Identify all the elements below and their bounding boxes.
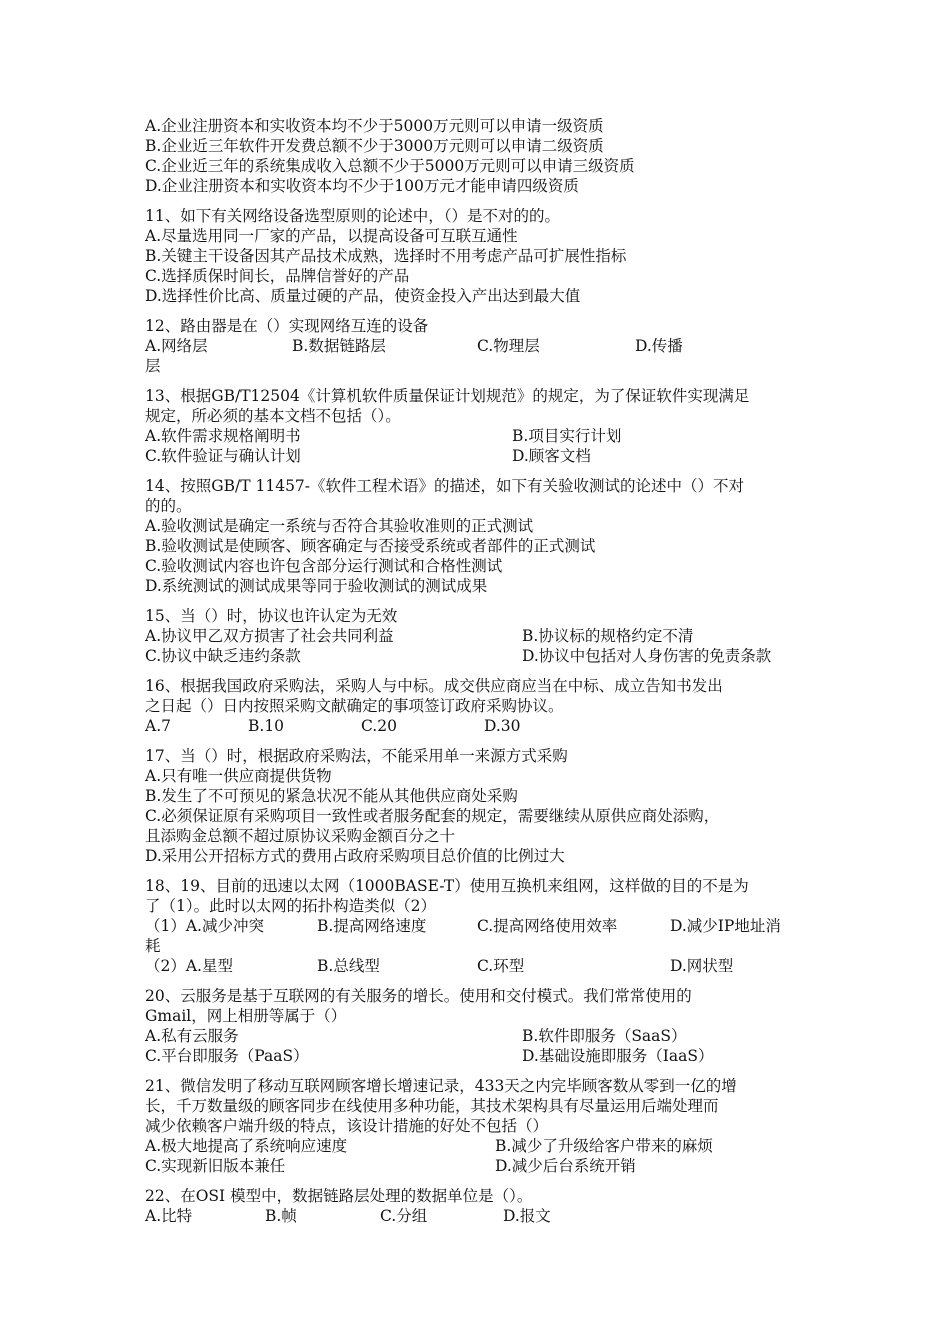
question-11 bbox=[145, 206, 815, 306]
option-c: C.协议中缺乏违约条款 bbox=[145, 647, 301, 665]
question-stem: 12、路由器是在（）实现网络互连的设备 bbox=[145, 317, 429, 335]
option-b: B.10 bbox=[248, 717, 285, 735]
option-d: D.30 bbox=[484, 717, 521, 735]
option-a: A.极大地提高了系统响应速度 bbox=[145, 1137, 348, 1155]
option-a: A.比特 bbox=[145, 1207, 193, 1225]
option-a: A.协议甲乙双方损害了社会共同利益 bbox=[145, 627, 394, 645]
question-stem: 18、19、目前的迅速以太网（1000BASE-T）使用互换机来组网，这样做的目的不是为 bbox=[145, 877, 749, 895]
options-row bbox=[145, 1046, 815, 1066]
question-stem: 11、如下有关网络设备选型原则的论述中，（）是不对的的。 bbox=[145, 207, 560, 225]
exam-page bbox=[145, 116, 815, 1236]
question-stem-cont: 减少依赖客户端升级的特点，该设计措施的好处不包括（） bbox=[145, 1117, 549, 1135]
option-2d: D.网状型 bbox=[670, 957, 734, 975]
options-row bbox=[145, 1026, 815, 1046]
option-b: B.发生了不可预见的紧急状况不能从其他供应商处采购 bbox=[145, 787, 518, 805]
question-stem-cont: 之日起（）日内按照采购文献确定的事项签订政府采购协议。 bbox=[145, 697, 564, 715]
option-d: D.报文 bbox=[503, 1207, 551, 1225]
option-2a: （2）A.星型 bbox=[145, 957, 233, 975]
question-stem: 16、根据我国政府采购法，采购人与中标。成交供应商应当在中标、成立告知书发出 bbox=[145, 677, 723, 695]
option-d: D.传播 bbox=[635, 337, 683, 355]
question-10-options bbox=[145, 116, 815, 196]
question-20 bbox=[145, 986, 815, 1066]
option-d: D.协议中包括对人身伤害的免责条款 bbox=[522, 647, 772, 665]
options-row bbox=[145, 716, 815, 736]
question-12 bbox=[145, 316, 815, 376]
question-stem-cont: 了（1）。此时以太网的拓扑构造类似（2） bbox=[145, 897, 436, 915]
option-b: B.企业近三年软件开发费总额不少于3000万元则可以申请二级资质 bbox=[145, 137, 604, 155]
option-c: C.选择质保时间长，品牌信誉好的产品 bbox=[145, 267, 410, 285]
option-a: A.软件需求规格阐明书 bbox=[145, 427, 301, 445]
option-a: A.7 bbox=[145, 717, 171, 735]
question-17 bbox=[145, 746, 815, 866]
option-1a: （1）A.减少冲突 bbox=[145, 917, 264, 935]
options-row-2 bbox=[145, 956, 815, 976]
option-a: A.网络层 bbox=[145, 337, 208, 355]
option-c: C.分组 bbox=[380, 1207, 428, 1225]
question-15 bbox=[145, 606, 815, 666]
question-18-19 bbox=[145, 876, 815, 976]
option-b: B.减少了升级给客户带来的麻烦 bbox=[495, 1137, 713, 1155]
option-1d: D.减少IP地址消 bbox=[670, 917, 781, 935]
option-b: B.协议标的规格约定不清 bbox=[522, 627, 694, 645]
option-b: B.项目实行计划 bbox=[512, 427, 622, 445]
option-d: D.选择性价比高、质量过硬的产品，使资金投入产出达到最大值 bbox=[145, 287, 581, 305]
option-b: B.关键主干设备因其产品技术成熟，选择时不用考虑产品可扩展性指标 bbox=[145, 247, 627, 265]
question-stem: 21、微信发明了移动互联网顾客增长增速记录，433天之内完毕顾客数从零到一亿的增 bbox=[145, 1077, 737, 1095]
option-d: D.基础设施即服务（IaaS） bbox=[522, 1047, 714, 1065]
question-stem-cont: 长，千万数量级的顾客同步在线使用多种功能，其技术架构具有尽量运用后端处理而 bbox=[145, 1097, 719, 1115]
option-c: C.企业近三年的系统集成收入总额不少于5000万元则可以申请三级资质 bbox=[145, 157, 635, 175]
option-d: D.采用公开招标方式的费用占政府采购项目总价值的比例过大 bbox=[145, 847, 565, 865]
option-2c: C.环型 bbox=[477, 957, 525, 975]
question-stem-cont: 规定，所必须的基本文档不包括（）。 bbox=[145, 407, 401, 425]
question-13 bbox=[145, 386, 815, 466]
option-a: A.只有唯一供应商提供货物 bbox=[145, 767, 332, 785]
option-d-wrap: 层 bbox=[145, 357, 161, 375]
question-16 bbox=[145, 676, 815, 736]
question-22 bbox=[145, 1186, 815, 1226]
question-stem: 14、按照GB/T 11457-《软件工程术语》的描述，如下有关验收测试的论述中（）不对 bbox=[145, 477, 745, 495]
option-d: D.企业注册资本和实收资本均不少于100万元才能申请四级资质 bbox=[145, 177, 579, 195]
options-row bbox=[145, 626, 815, 646]
question-stem: 22、在OSI 模型中，数据链路层处理的数据单位是（）。 bbox=[145, 1187, 533, 1205]
options-row bbox=[145, 446, 815, 466]
question-stem: 20、云服务是基于互联网的有关服务的增长。使用和交付模式。我们常常使用的 bbox=[145, 987, 692, 1005]
options-row bbox=[145, 1206, 815, 1226]
option-b: B.软件即服务（SaaS） bbox=[522, 1027, 687, 1045]
question-stem: 15、当（）时，协议也许认定为无效 bbox=[145, 607, 398, 625]
option-a: A.私有云服务 bbox=[145, 1027, 239, 1045]
question-stem: 13、根据GB/T12504《计算机软件质量保证计划规范》的规定，为了保证软件实现满足 bbox=[145, 387, 750, 405]
option-b: B.帧 bbox=[265, 1207, 297, 1225]
question-14 bbox=[145, 476, 815, 596]
option-d: D.减少后台系统开销 bbox=[495, 1157, 636, 1175]
options-row bbox=[145, 336, 815, 356]
question-stem-cont: 的的。 bbox=[145, 497, 192, 515]
option-c: C.必须保证原有采购项目一致性或者服务配套的规定，需要继续从原供应商处添购， bbox=[145, 807, 720, 825]
options-row bbox=[145, 646, 815, 666]
option-b: B.验收测试是使顾客、顾客确定与否接受系统或者部件的正式测试 bbox=[145, 537, 596, 555]
question-21 bbox=[145, 1076, 815, 1176]
option-1c: C.提高网络使用效率 bbox=[477, 917, 618, 935]
options-row bbox=[145, 1136, 815, 1156]
option-a: A.验收测试是确定一系统与否符合其验收准则的正式测试 bbox=[145, 517, 534, 535]
option-c: C.物理层 bbox=[477, 337, 540, 355]
question-stem: 17、当（）时，根据政府采购法，不能采用单一来源方式采购 bbox=[145, 747, 568, 765]
option-c: C.软件验证与确认计划 bbox=[145, 447, 301, 465]
option-d: D.系统测试的测试成果等同于验收测试的测试成果 bbox=[145, 577, 488, 595]
option-1b: B.提高网络速度 bbox=[317, 917, 427, 935]
options-row-1 bbox=[145, 916, 815, 936]
option-1d-wrap: 耗 bbox=[145, 937, 161, 955]
option-c: C.平台即服务（PaaS） bbox=[145, 1047, 309, 1065]
option-c: C.20 bbox=[361, 717, 397, 735]
option-a: A.尽量选用同一厂家的产品，以提高设备可互联互通性 bbox=[145, 227, 518, 245]
option-b: B.数据链路层 bbox=[292, 337, 386, 355]
option-c: C.实现新旧版本兼任 bbox=[145, 1157, 286, 1175]
option-a: A.企业注册资本和实收资本均不少于5000万元则可以申请一级资质 bbox=[145, 117, 604, 135]
option-d: D.顾客文档 bbox=[512, 447, 591, 465]
option-2b: B.总线型 bbox=[317, 957, 380, 975]
option-c: C.验收测试内容也许包含部分运行测试和合格性测试 bbox=[145, 557, 503, 575]
options-row bbox=[145, 426, 815, 446]
option-c-cont: 且添购金总额不超过原协议采购金额百分之十 bbox=[145, 827, 456, 845]
options-row bbox=[145, 1156, 815, 1176]
question-stem-cont: Gmail，网上相册等属于（） bbox=[145, 1007, 347, 1025]
